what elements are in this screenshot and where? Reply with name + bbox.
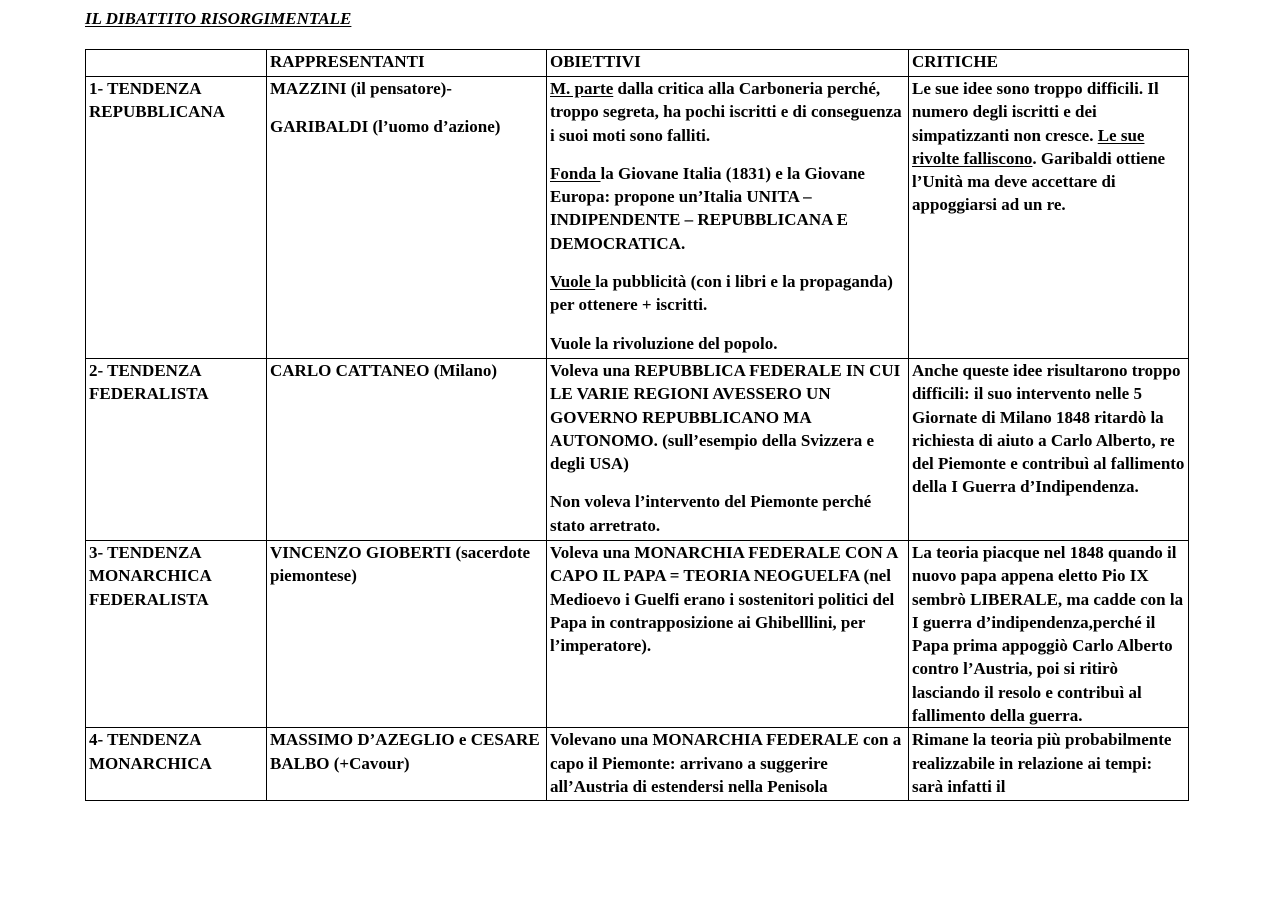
obiettivi-cell: Volevano una MONARCHIA FEDERALE con a capo il Piemonte: arrivano a suggerire all’Austria di estendersi nella Penisola bbox=[547, 728, 909, 801]
paragraph-text: la pubblicità (con i libri e la propaganda) per ottenere + iscritti. bbox=[550, 272, 893, 315]
obiettivi-paragraph: Voleva una REPUBBLICA FEDERALE IN CUI LE VARIE REGIONI AVESSERO UN GOVERNO REPUBBLICANO MA AUTONOMO. (sull’esempio della Svizzera e degli USA) bbox=[550, 361, 901, 474]
paragraph-text: la Giovane Italia (1831) e la Giovane Europa: propone un’Italia UNITA – INDIPENDENTE – REPUBBLICANA E DEMOCRATICA. bbox=[550, 163, 865, 253]
table-header-row bbox=[86, 50, 1189, 77]
table-row bbox=[86, 359, 1189, 541]
critiche-paragraph bbox=[912, 77, 1185, 217]
tendenza-cell: 1- TENDENZA REPUBBLICANA bbox=[86, 77, 267, 359]
paragraph-text: Le sue idee sono troppo difficili. Il numero degli iscritti e dei simpatizzanti non cresce. bbox=[912, 79, 1159, 145]
table-row bbox=[86, 77, 1189, 359]
rappresentanti-cell: VINCENZO GIOBERTI (sacerdote piemontese) bbox=[267, 541, 547, 728]
header-rappresentanti: RAPPRESENTANTI bbox=[267, 50, 547, 77]
rappresentanti-cell: CARLO CATTANEO (Milano) bbox=[267, 359, 547, 541]
underlined-text: Le sue rivolte falliscono bbox=[912, 125, 1145, 168]
obiettivi-cell bbox=[547, 77, 909, 359]
rappresentante-text: MAZZINI (il pensatore)- bbox=[270, 79, 452, 98]
paragraph-text: . Garibaldi ottiene l’Unità ma deve accettare di appoggiarsi ad un re. bbox=[912, 148, 1166, 215]
header-critiche: CRITICHE bbox=[909, 50, 1189, 77]
underlined-text: Fonda bbox=[550, 163, 601, 183]
rappresentanti-cell: MASSIMO D’AZEGLIO e CESARE BALBO (+Cavour) bbox=[267, 728, 547, 801]
obiettivi-paragraph: Non voleva l’intervento del Piemonte perché stato arretrato. bbox=[550, 492, 872, 535]
paragraph-text: dalla critica alla Carboneria perché, troppo segreta, ha pochi iscritti e di conseguenza i suoi moti sono falliti. bbox=[550, 79, 902, 145]
obiettivi-cell: Voleva una MONARCHIA FEDERALE CON A CAPO IL PAPA = TEORIA NEOGUELFA (nel Medioevo i Guelfi erano i sostenitori politici del Papa in contrapposizione ai Ghibelllini, per l’imperatore). bbox=[547, 541, 909, 728]
obiettivi-paragraph bbox=[550, 162, 905, 255]
obiettivi-paragraph bbox=[550, 270, 905, 317]
obiettivi-paragraph bbox=[550, 77, 905, 147]
table-row bbox=[86, 541, 1189, 728]
tendenza-cell: 3- TENDENZA MONARCHICA FEDERALISTA bbox=[86, 541, 267, 728]
underlined-text: Vuole bbox=[550, 272, 596, 292]
header-obiettivi: OBIETTIVI bbox=[547, 50, 909, 77]
critiche-cell: La teoria piacque nel 1848 quando il nuovo papa appena eletto Pio IX sembrò LIBERALE, ma cadde con la I guerra d’indipendenza,perché il Papa prima appoggiò Carlo Alberto contro l’Austria, poi si ritirò lasciando il resolo e contribuì al fallimento della guerra. bbox=[909, 541, 1189, 728]
critiche-cell: Anche queste idee risultarono troppo difficili: il suo intervento nelle 5 Giornate di Milano 1848 ritardò la richiesta di aiuto a Carlo Alberto, re del Piemonte e contribuì al fallimento della I Guerra d’Indipendenza. bbox=[909, 359, 1189, 541]
rappresentanti-cell bbox=[267, 77, 547, 359]
rappresentante-text: GARIBALDI (l’uomo d’azione) bbox=[270, 117, 501, 137]
obiettivi-paragraph: Vuole la rivoluzione del popolo. bbox=[550, 333, 778, 353]
header-empty-cell bbox=[86, 50, 267, 77]
document-title: IL DIBATTITO RISORGIMENTALE bbox=[85, 9, 352, 28]
risorgimento-table bbox=[85, 49, 1189, 801]
underlined-text: M. parte bbox=[550, 79, 614, 98]
table-row bbox=[86, 728, 1189, 801]
obiettivi-cell bbox=[547, 359, 909, 541]
critiche-cell: Rimane la teoria più probabilmente realizzabile in relazione ai tempi: sarà infatti il bbox=[909, 728, 1189, 801]
tendenza-cell: 2- TENDENZA FEDERALISTA bbox=[86, 359, 267, 541]
tendenza-cell: 4- TENDENZA MONARCHICA bbox=[86, 728, 267, 801]
critiche-cell bbox=[909, 77, 1189, 359]
